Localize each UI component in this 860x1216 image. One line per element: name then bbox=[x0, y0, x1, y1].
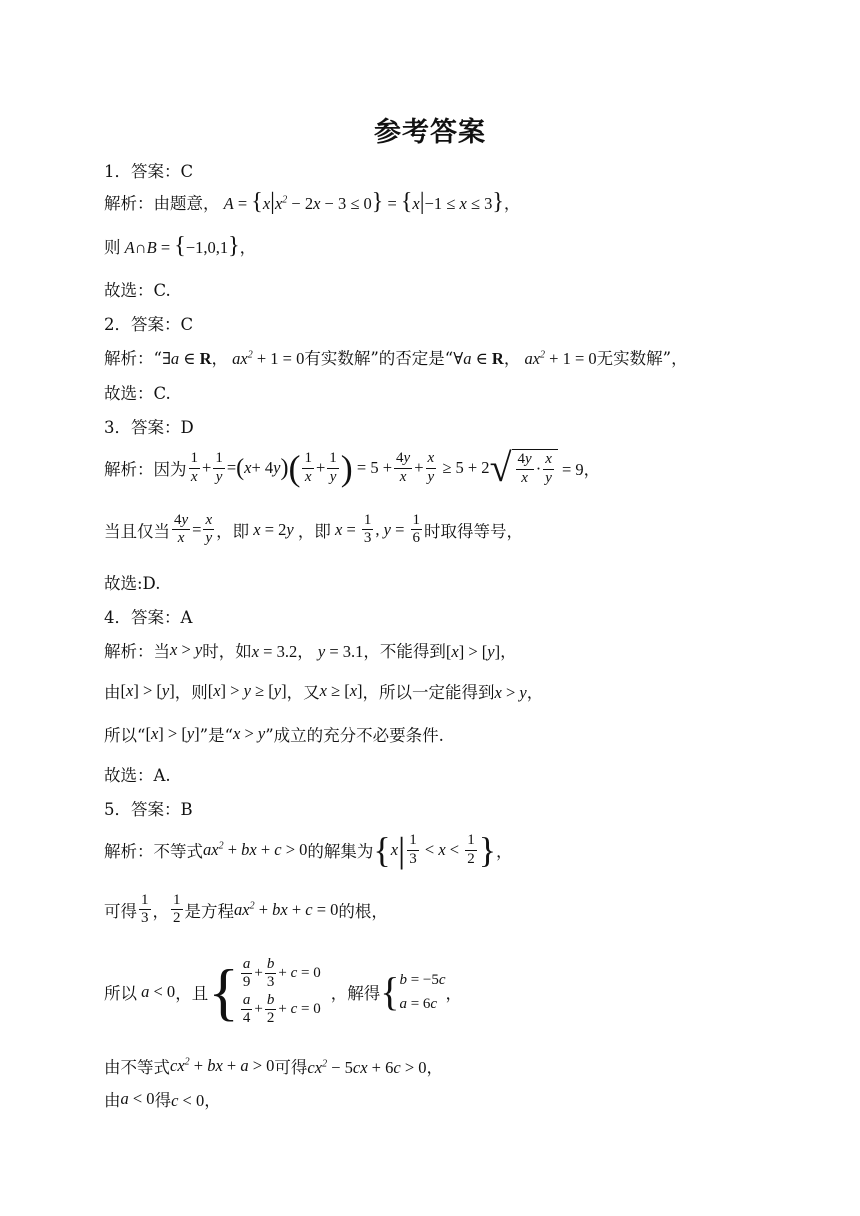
q5-system: 所以 a < 0 ，且 { $\frac{a}{9}$ + $\frac{b}{3}$ + c = 0 $\frac{a}{4}$ + $\frac{b}{2}$ + c = 0 ，解得 { b = −5 c a = 6 c ， bbox=[104, 955, 463, 1027]
q1-answer: 1．答案：C bbox=[104, 162, 194, 181]
q4-statement: 所以“ [x] > [y] ”是“ x > y ”成立的充分不必要条件. bbox=[104, 724, 444, 745]
q1-analysis bbox=[104, 190, 520, 214]
q3-conclusion: 故选:D. bbox=[104, 574, 161, 593]
q1-intersection: 则 A∩B = {−1,0,1}， bbox=[104, 233, 257, 259]
q4-analysis: 解析：当 x > y 时，如 x = 3.2， y = 3.1 ，不能得到 [x] > [y]， bbox=[104, 640, 517, 661]
q3-analysis: 解析：因为 $\frac{1}{x}$ + $\frac{1}{y}$ = ( x + 4 y ) ( $\frac{1}{x}$ + $\frac{1}{y}$ ) = 5 + $\frac{4y}{x}$ + $\frac{x}{y}$ ≥ 5 + 2 √ $\frac{4y}{x}$ · $\frac{x}{y}$ = 9， bbox=[104, 445, 601, 490]
q4-answer: 4．答案：A bbox=[104, 608, 193, 627]
q2-answer: 2．答案：C bbox=[104, 315, 194, 334]
q3-equality: 当且仅当 $\frac{4y}{x}$ = $\frac{x}{y}$ ，即 x = 2y ，即 x = $\frac{1}{3}$ , y = $\frac{1}{6}$ 时取得等号， bbox=[104, 512, 524, 547]
q5-solution-system: { b = −5 c a = 6 c ， bbox=[380, 968, 463, 1014]
q2-conclusion: 故选：C. bbox=[104, 384, 171, 403]
q1-conclusion: 故选：C. bbox=[104, 281, 171, 300]
q4-reasoning: 由 [x] > [y] ，则 [x] > y ≥ [y] ，又 x ≥ [x] ，所以一定能得到 x > y， bbox=[104, 681, 544, 702]
q5-sign: 由 a < 0 得 c < 0， bbox=[104, 1089, 221, 1110]
q2-analysis: 解析：“ ∃a ∈ R， $ax^2 + 1 = 0$ 有实数解”的否定是“ ∀a ∈ R， $ax^2 + 1 = 0$ 无实数解”， bbox=[104, 349, 688, 368]
q1-formula-AB: A∩B = {−1,0,1}， bbox=[120, 233, 257, 259]
q1-analysis-prefix: 解析：由题意， bbox=[104, 194, 220, 213]
q5-equation-system: { $\frac{a}{9}$ + $\frac{b}{3}$ + c = 0 $\frac{a}{4}$ + $\frac{b}{2}$ + c = 0 bbox=[208, 955, 321, 1027]
q5-roots: 可得 $\frac{1}{3}$ ， $\frac{1}{2}$ 是方程 $ax^2$ + bx + c = 0 的根， bbox=[104, 892, 388, 927]
q3-answer: 3．答案：D bbox=[104, 418, 194, 437]
q5-answer: 5．答案：B bbox=[104, 800, 193, 819]
q5-ineq-transform: 由不等式 $cx^2$ + bx + a > 0 可得 $cx^2 - 5cx + 6c > 0$， bbox=[104, 1056, 443, 1077]
q1-formula-A: $A = \{x|x^2 - 2x - 3 \le 0\} = \{x|-1 \le x \le 3\}$， bbox=[219, 189, 521, 215]
q5-analysis: 解析：不等式 $ax^2$ + bx + c > 0 的解集为 { x | $\frac{1}{3}$ < x < $\frac{1}{2}$ } ， bbox=[104, 830, 513, 870]
page-title: 参考答案 bbox=[374, 117, 486, 148]
q4-conclusion: 故选：A. bbox=[104, 766, 171, 785]
